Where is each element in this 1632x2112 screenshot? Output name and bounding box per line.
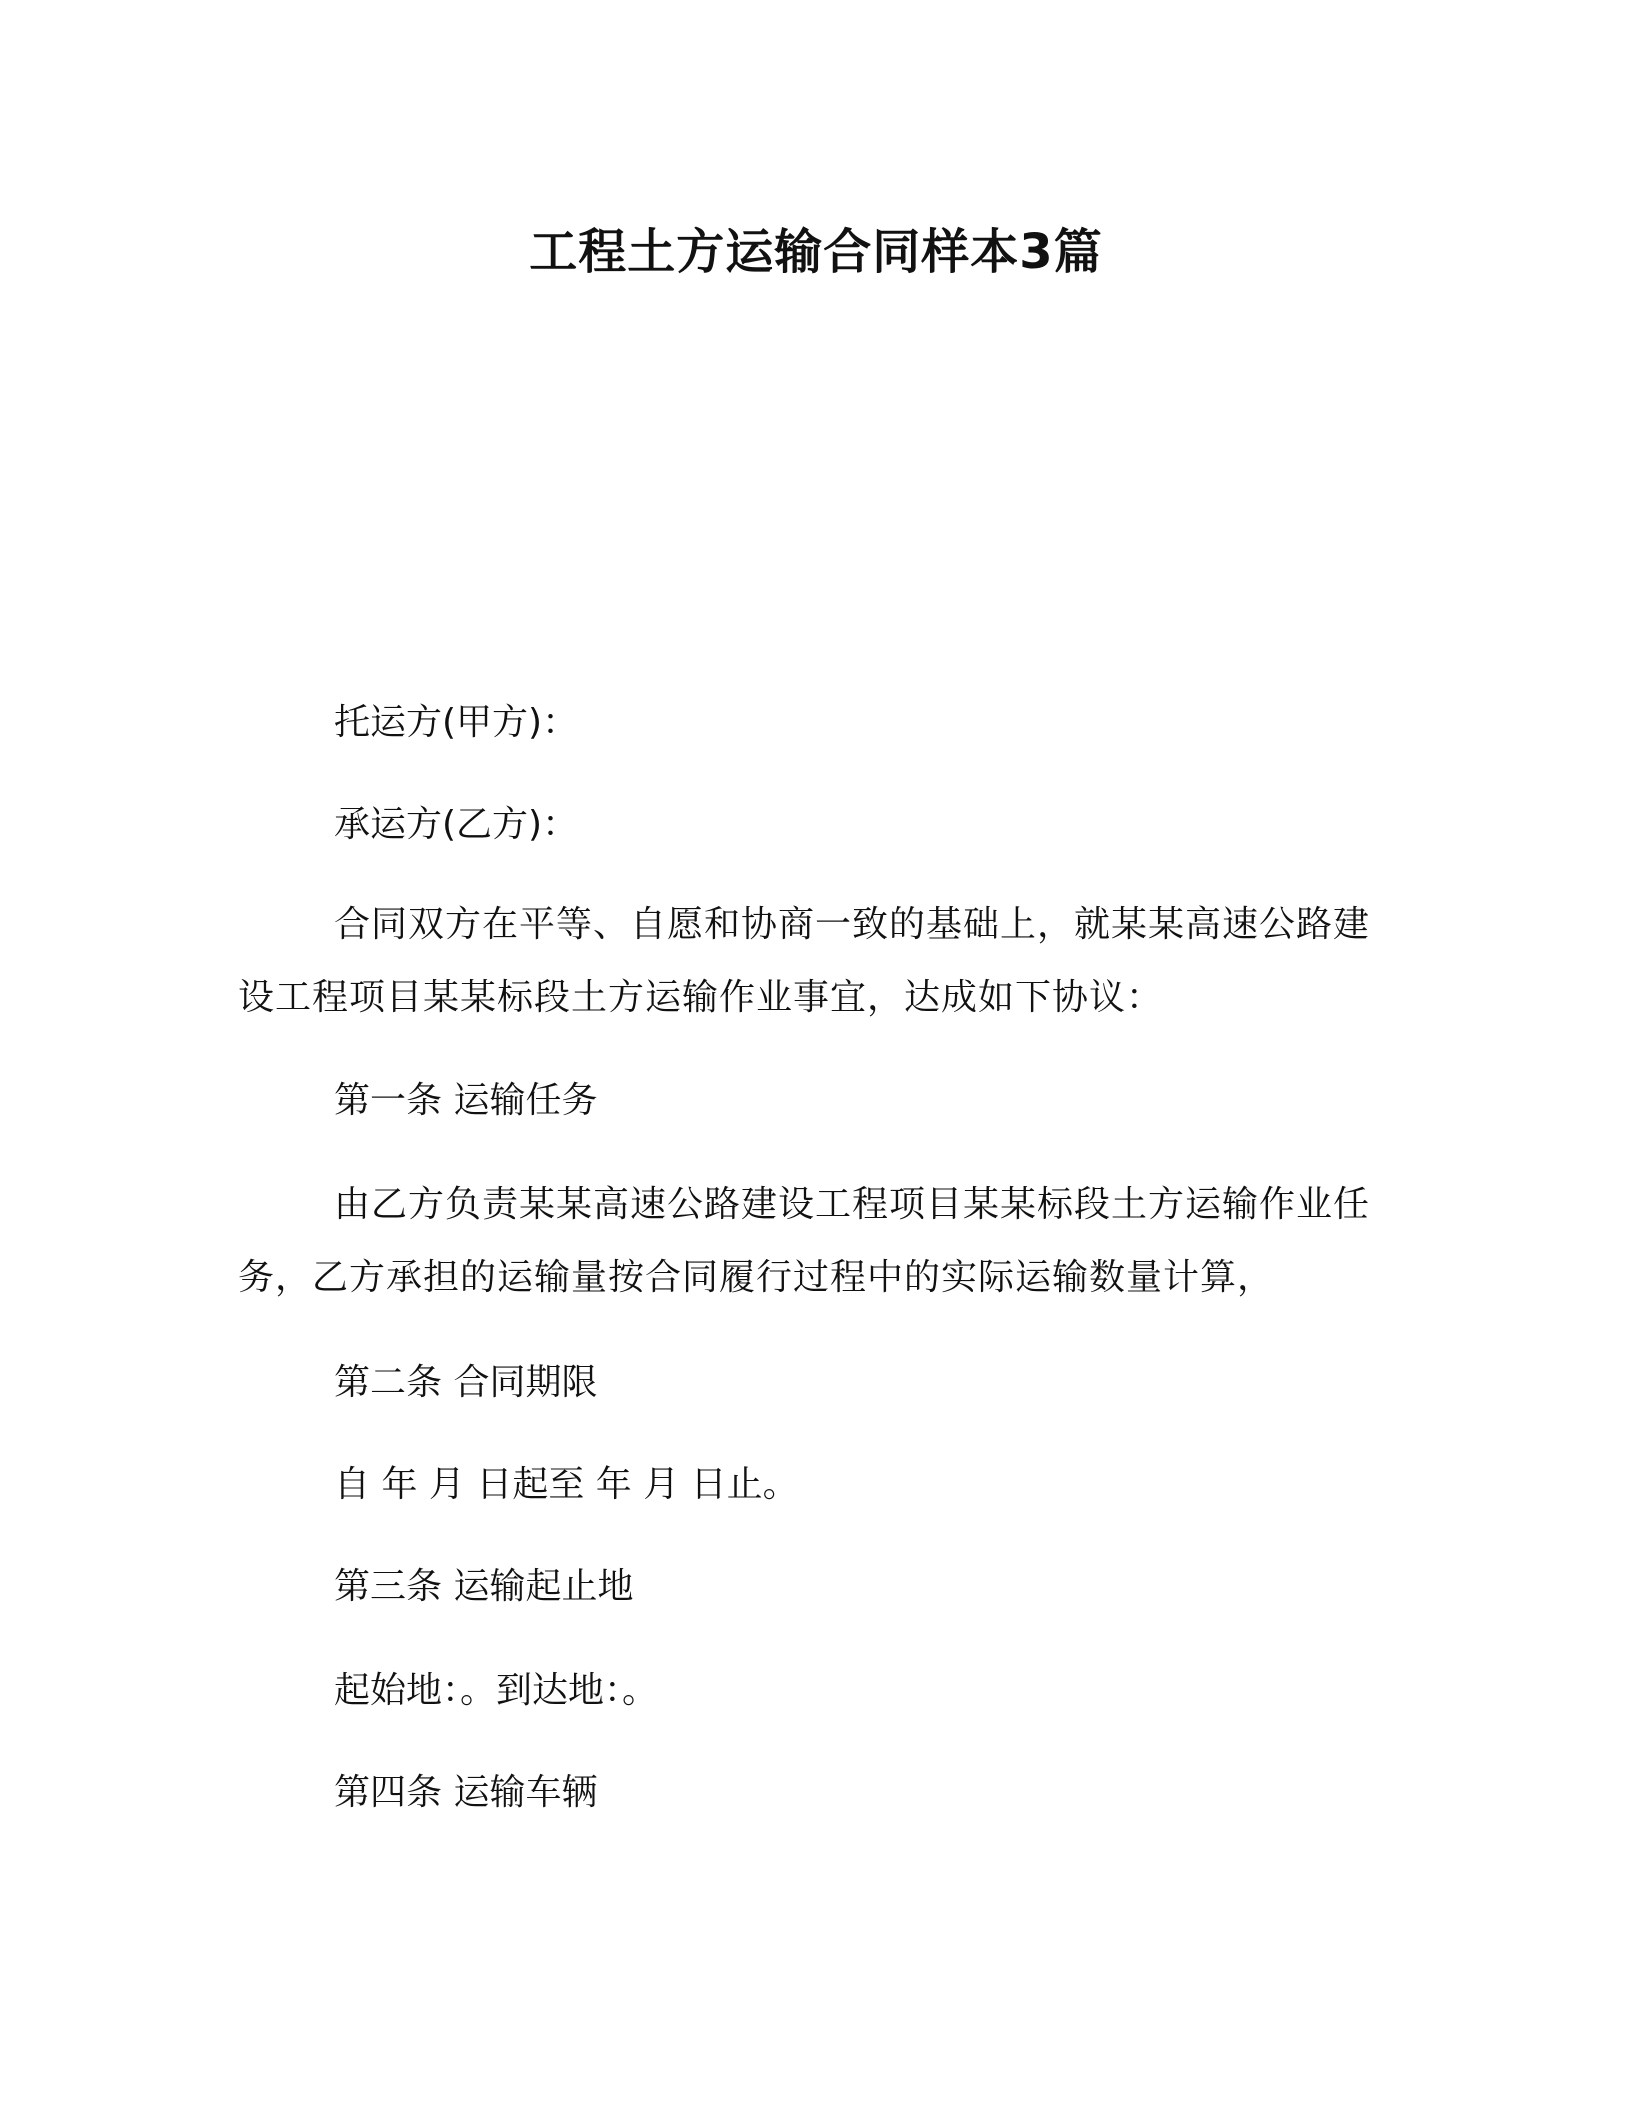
article-2-heading: 第二条 合同期限 — [334, 1362, 598, 1403]
article-4-heading: 第四条 运输车辆 — [334, 1772, 598, 1813]
article-2-body: 自 年 月 日起至 年 月 日止。 — [334, 1464, 799, 1505]
article-3-heading: 第三条 运输起止地 — [334, 1566, 634, 1607]
article-1-body: 由乙方负责某某高速公路建设工程项目某某标段土方运输作业任务，乙方承担的运输量按合同履行过程中的实际运输数量计算， — [238, 1184, 1371, 1298]
carrier-line: 承运方(乙方)： — [334, 804, 579, 845]
article-1-heading: 第一条 运输任务 — [334, 1080, 598, 1121]
intro-paragraph: 合同双方在平等、自愿和协商一致的基础上，就某某高速公路建设工程项目某某标段土方运输作业事宜，达成如下协议： — [238, 904, 1371, 1018]
shipper-line: 托运方(甲方)： — [334, 702, 579, 743]
document-title: 工程土方运输合同样本3篇 — [529, 224, 1103, 280]
article-3-body: 起始地：。到达地：。 — [334, 1670, 659, 1711]
